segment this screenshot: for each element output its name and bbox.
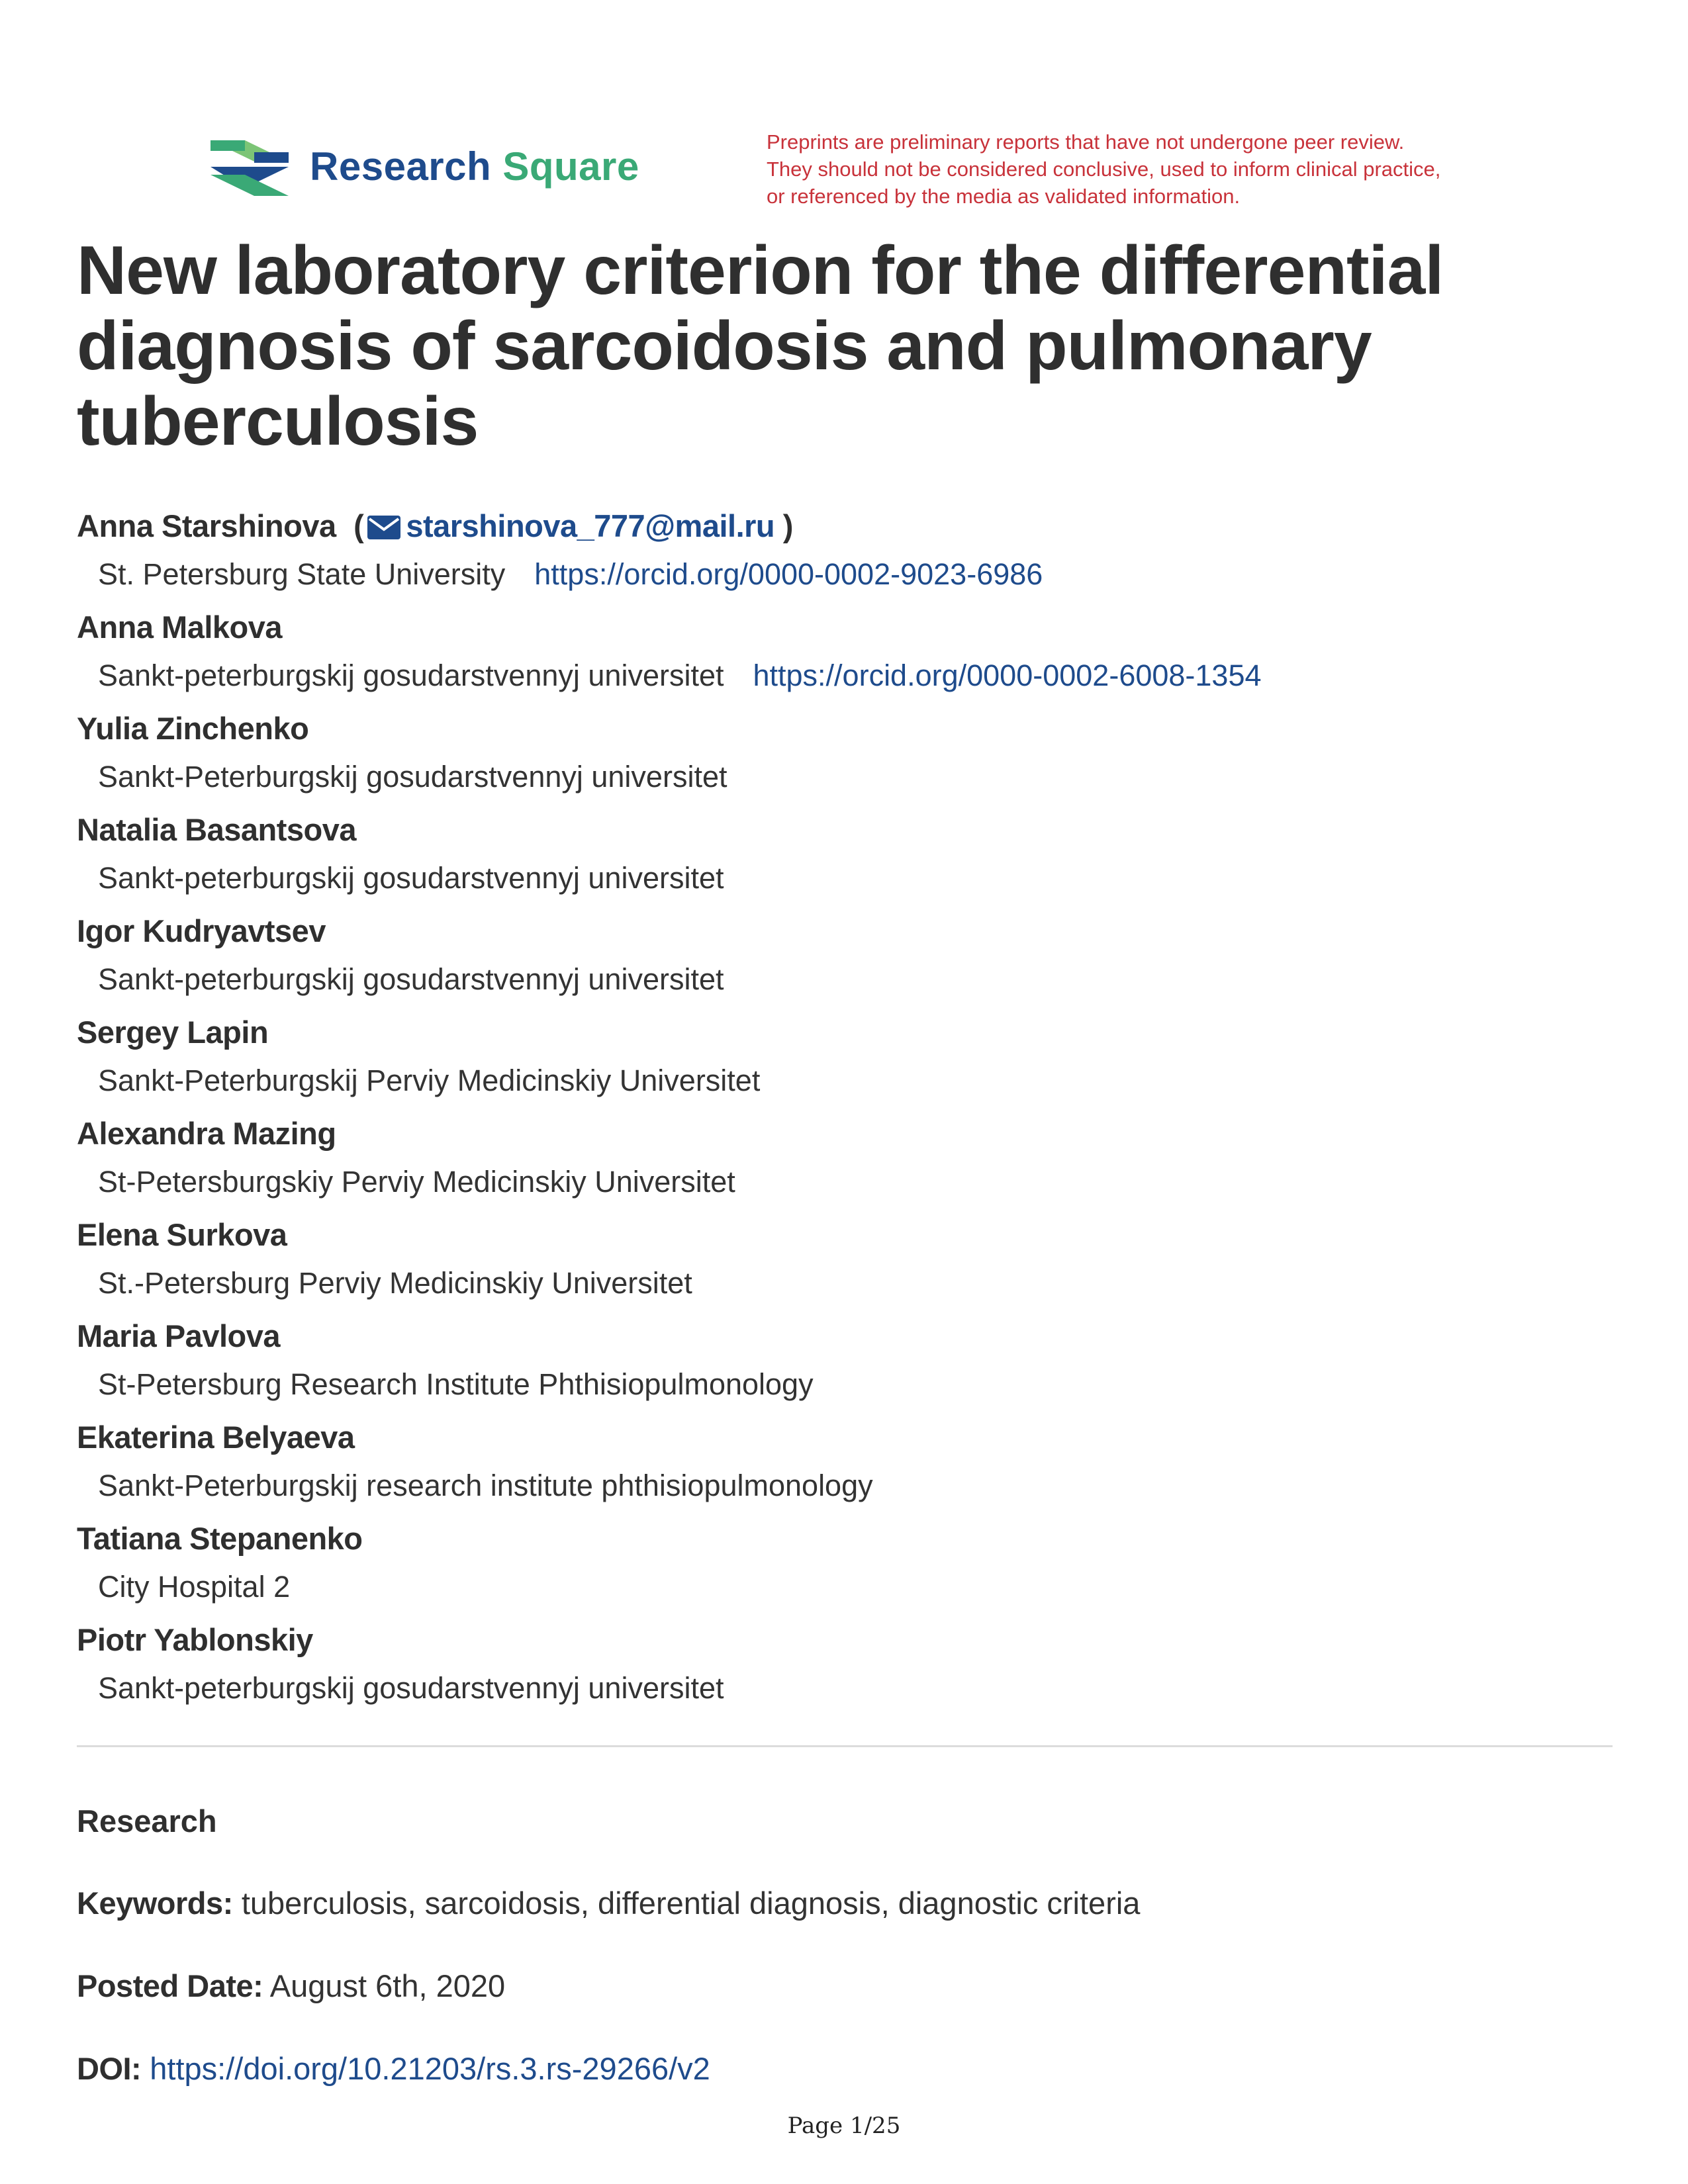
logo-wordmark xyxy=(310,144,639,189)
research-square-logo-icon xyxy=(209,136,290,197)
paper-title xyxy=(77,233,1467,459)
author-name: Ekaterina Belyaeva xyxy=(77,1420,355,1455)
posted-date-value: August 6th, 2020 xyxy=(269,1968,506,2003)
author-entry xyxy=(77,1313,1599,1409)
author-affiliation: St.-Petersburg Perviy Medicinskiy Universitet xyxy=(98,1266,692,1300)
disclaimer-line: Preprints are preliminary reports that have not undergone peer review. xyxy=(767,130,1405,154)
author-entry xyxy=(77,1009,1599,1105)
author-affiliation: Sankt-peterburgskij gosudarstvennyj universitet xyxy=(98,861,724,895)
posted-date-label: Posted Date: xyxy=(77,1968,263,2003)
title-line: tuberculosis xyxy=(77,383,479,460)
author-name: Alexandra Mazing xyxy=(77,1116,336,1151)
corresponding-email-link[interactable]: starshinova_777@mail.ru xyxy=(406,508,775,543)
author-affiliation: Sankt-peterburgskij gosudarstvennyj universitet xyxy=(98,1671,724,1705)
author-affiliation: St. Petersburg State University xyxy=(98,557,506,591)
keywords-value: tuberculosis, sarcoidosis, differential diagnosis, diagnostic criteria xyxy=(241,1886,1141,1921)
author-entry xyxy=(77,1111,1599,1206)
author-entry xyxy=(77,908,1599,1004)
author-name: Sergey Lapin xyxy=(77,1015,269,1050)
orcid-link[interactable]: https://orcid.org/0000-0002-6008-1354 xyxy=(753,659,1262,692)
author-name: Yulia Zinchenko xyxy=(77,711,309,746)
doi-row xyxy=(77,2049,1599,2089)
page-number: Page 1/25 xyxy=(787,2113,901,2139)
section-divider xyxy=(77,1745,1613,1747)
disclaimer-line: or referenced by the media as validated information. xyxy=(767,185,1241,208)
keywords-row xyxy=(77,1884,1599,1923)
envelope-icon xyxy=(367,516,400,539)
author-affiliation: Sankt-peterburgskij gosudarstvennyj universitet xyxy=(98,962,724,996)
author-entry xyxy=(77,705,1599,801)
author-affiliation: St-Petersburgskiy Perviy Medicinskiy Universitet xyxy=(98,1165,735,1199)
author-entry xyxy=(77,807,1599,903)
author-affiliation: Sankt-Peterburgskij research institute phthisiopulmonology xyxy=(98,1469,873,1502)
author-name: Anna Malkova xyxy=(77,610,283,645)
author-name: Anna Starshinova xyxy=(77,508,336,543)
author-list xyxy=(77,503,1599,1718)
author-entry xyxy=(77,1414,1599,1510)
disclaimer-line: They should not be considered conclusive, used to inform clinical practice, xyxy=(767,158,1441,181)
author-name: Igor Kudryavtsev xyxy=(77,913,326,948)
author-name: Tatiana Stepanenko xyxy=(77,1521,363,1556)
author-affiliation: St-Petersburg Research Institute Phthisiopulmonology xyxy=(98,1367,814,1401)
orcid-link[interactable]: https://orcid.org/0000-0002-9023-6986 xyxy=(534,557,1043,591)
author-name: Maria Pavlova xyxy=(77,1318,281,1353)
preprint-disclaimer xyxy=(767,128,1581,210)
doi-link[interactable]: https://doi.org/10.21203/rs.3.rs-29266/v2 xyxy=(150,2051,710,2086)
author-entry xyxy=(77,1617,1599,1713)
author-affiliation: Sankt-Peterburgskij Perviy Medicinskiy Universitet xyxy=(98,1064,761,1097)
close-paren: ) xyxy=(782,508,793,543)
author-entry xyxy=(77,503,1599,599)
author-affiliation: Sankt-Peterburgskij gosudarstvennyj universitet xyxy=(98,760,727,794)
author-entry xyxy=(77,1516,1599,1612)
keywords-label: Keywords: xyxy=(77,1886,233,1921)
open-paren: ( xyxy=(353,508,364,543)
author-affiliation: Sankt-peterburgskij gosudarstvennyj universitet xyxy=(98,659,724,692)
logo-word-research: Research xyxy=(310,144,492,189)
author-entry xyxy=(77,604,1599,700)
author-name: Piotr Yablonskiy xyxy=(77,1622,313,1657)
logo-word-square: Square xyxy=(502,144,639,189)
article-type: Research xyxy=(77,1803,217,1839)
author-name: Elena Surkova xyxy=(77,1217,287,1252)
author-name: Natalia Basantsova xyxy=(77,812,357,847)
posted-date-row xyxy=(77,1966,1599,2006)
title-line: New laboratory criterion for the differential xyxy=(77,232,1444,309)
author-affiliation: City Hospital 2 xyxy=(98,1570,291,1604)
title-line: diagnosis of sarcoidosis and pulmonary xyxy=(77,308,1372,385)
doi-label: DOI: xyxy=(77,2051,142,2086)
research-square-logo[interactable] xyxy=(209,136,639,197)
author-entry xyxy=(77,1212,1599,1308)
